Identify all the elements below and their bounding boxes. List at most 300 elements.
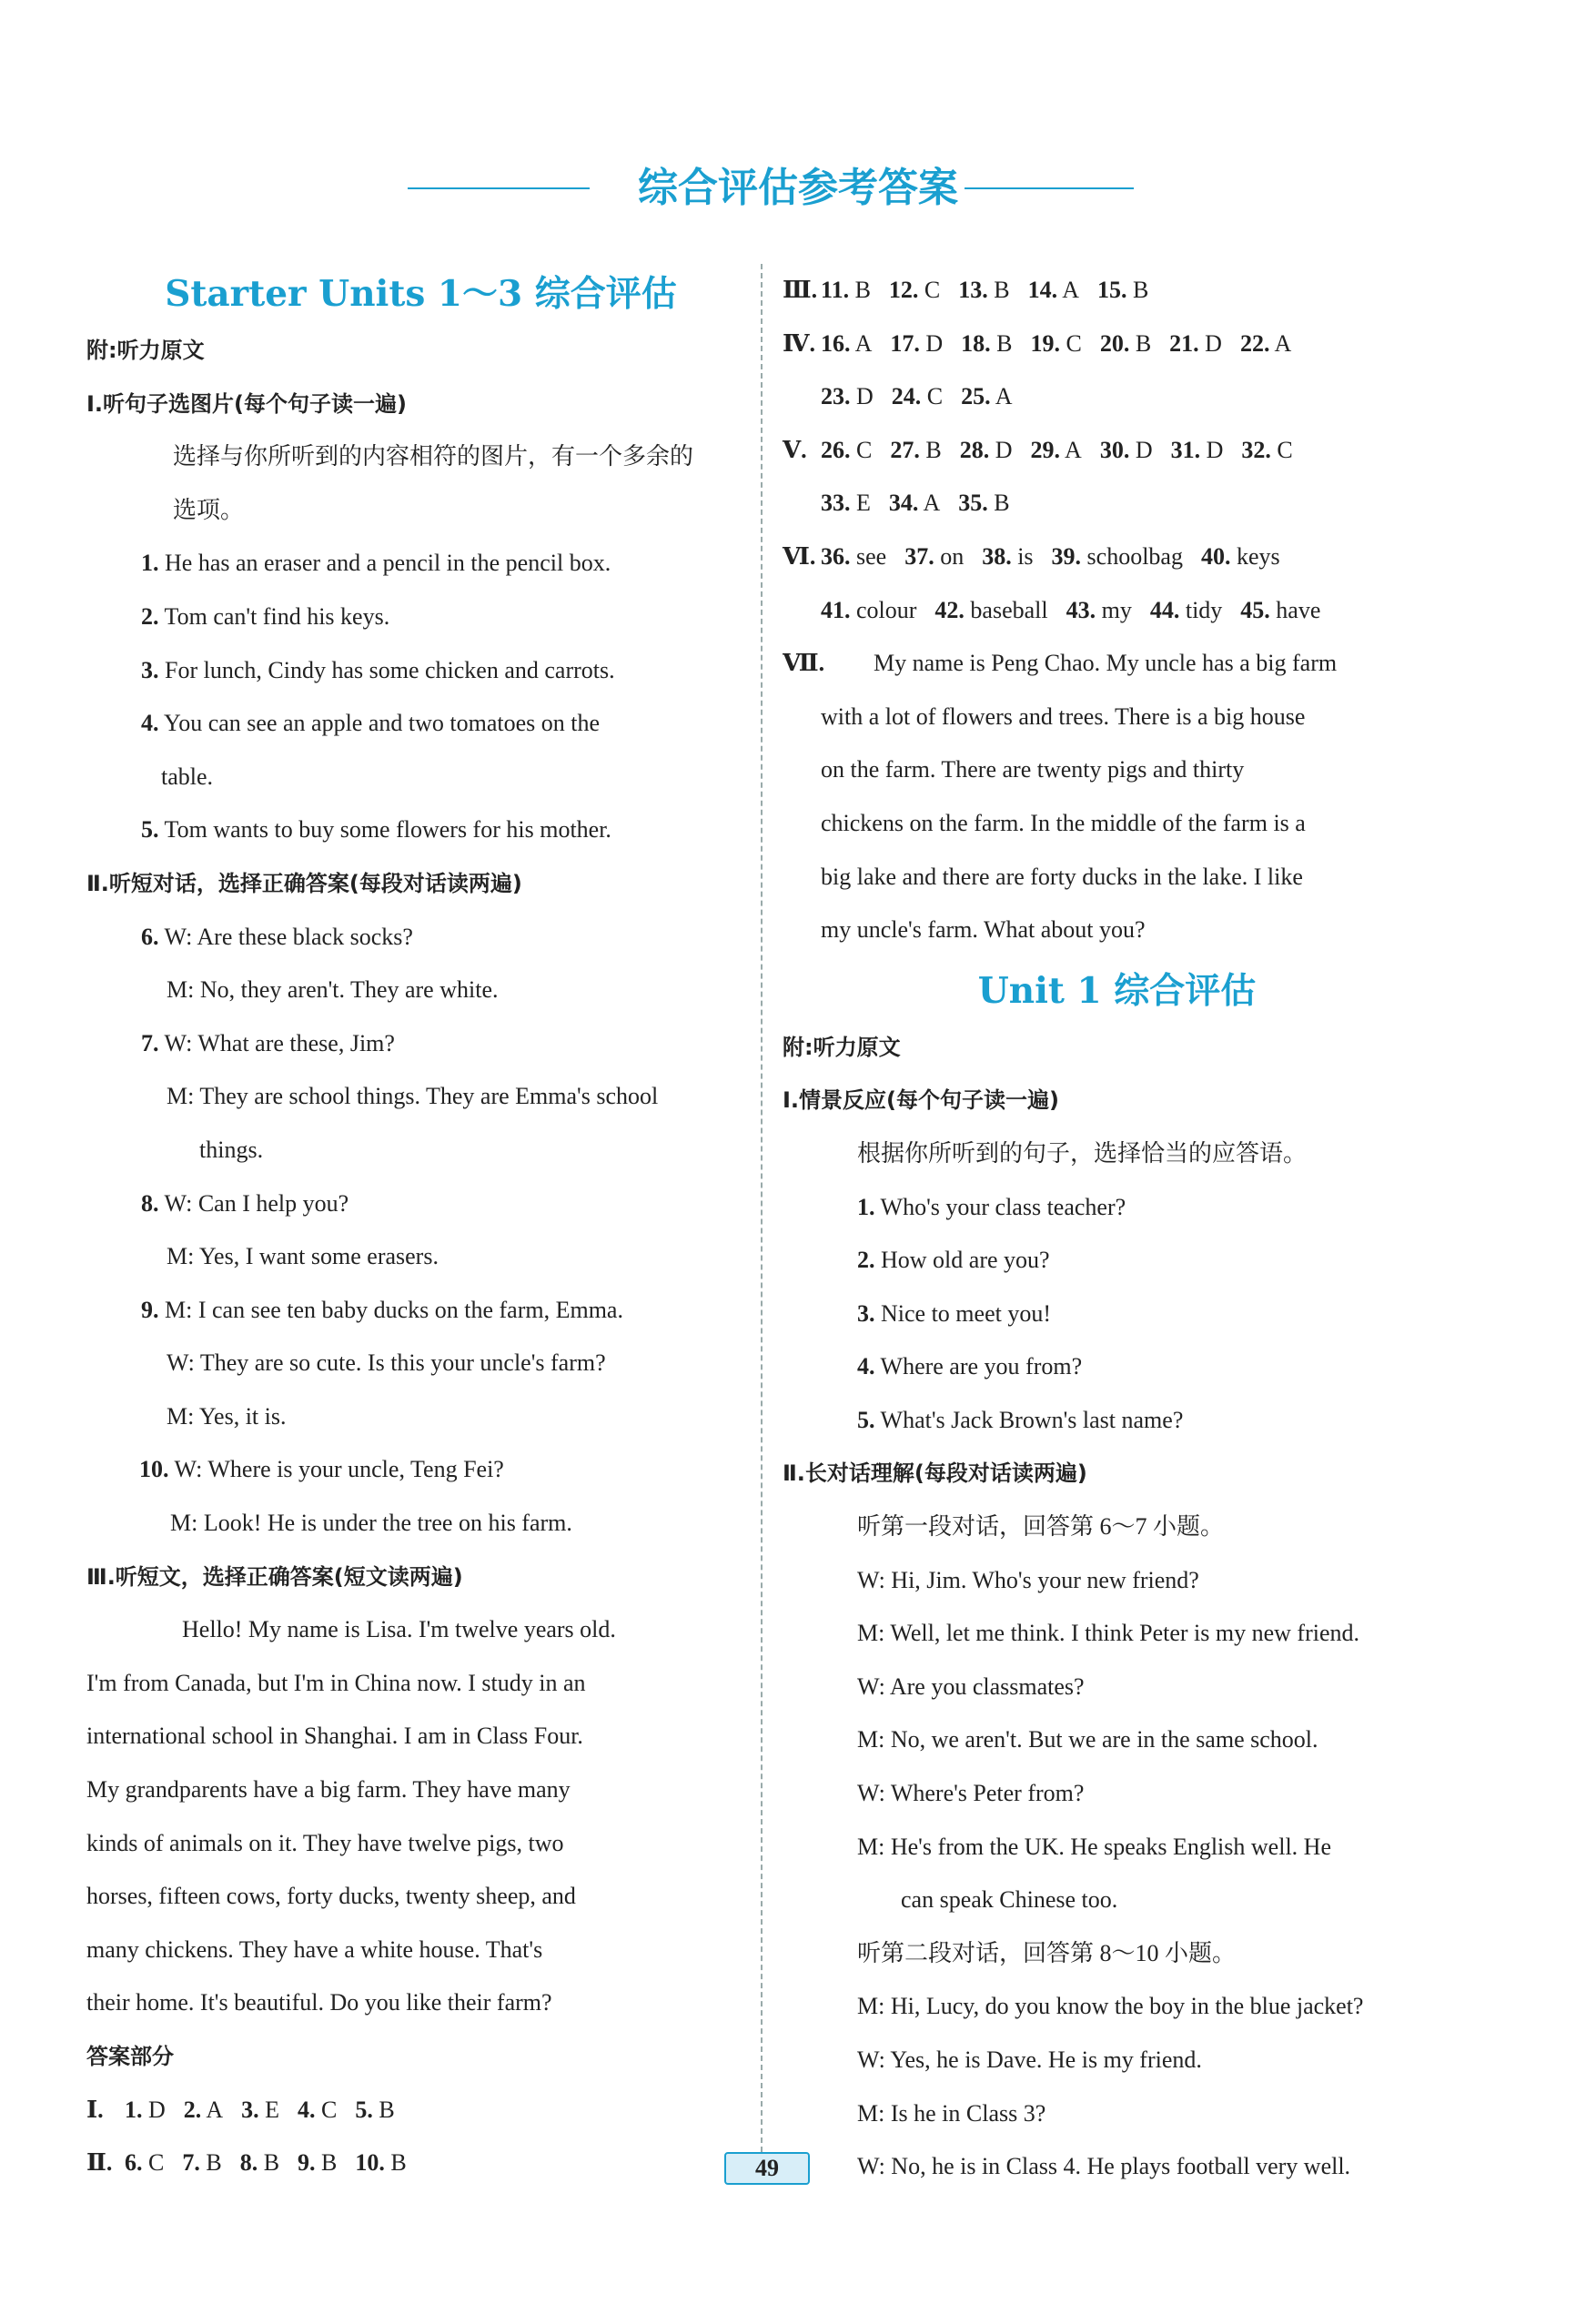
line-text: kinds of animals on it. They have twelve pigs, two	[86, 1829, 564, 1856]
line-text: 选择与你所听到的内容相符的图片，有一个多余的	[173, 443, 694, 470]
item-number: 2.	[141, 602, 159, 630]
answer-number: 34.	[888, 490, 919, 517]
answer-value: D	[856, 383, 874, 410]
answer-number: 4.	[298, 2096, 316, 2123]
answer-row	[86, 2084, 755, 2137]
section-title-starter: Starter Units 1～3 综合评估	[165, 273, 677, 315]
line-text: He has an eraser and a pencil in the pencil box.	[158, 550, 611, 577]
line-text: 答案部分	[86, 2044, 174, 2069]
answer-item	[1241, 424, 1292, 478]
answer-row-label: Ⅲ.	[783, 277, 818, 303]
left-line	[86, 484, 755, 538]
answer-value: C	[926, 383, 944, 410]
answer-value: D	[1206, 436, 1224, 463]
essay-label: Ⅶ.	[783, 650, 825, 677]
right-line	[783, 1394, 1451, 1448]
line-text: international school in Shanghai. I am in Class Four.	[86, 1723, 583, 1750]
answer-value: C	[148, 2149, 165, 2177]
item-number: 10.	[139, 1456, 169, 1483]
answer-item	[182, 2137, 221, 2190]
left-line	[86, 911, 755, 965]
line-text: 选项。	[173, 496, 245, 523]
line-text: M: Look! He is under the tree on his farm.	[170, 1510, 572, 1537]
line-text: Ⅰ.情景反应(每个句子读一遍)	[783, 1087, 1059, 1114]
answer-number: 32.	[1241, 436, 1271, 463]
answer-item	[1100, 318, 1151, 371]
answer-number: 39.	[1051, 542, 1082, 570]
answer-row	[783, 370, 1451, 424]
essay-line	[783, 691, 1451, 744]
answer-item	[1201, 531, 1280, 584]
answer-number: 17.	[890, 329, 920, 357]
answer-value: C	[1277, 436, 1293, 463]
answer-number: 31.	[1170, 436, 1201, 463]
answer-item	[1240, 584, 1320, 638]
answer-row-label: Ⅰ.	[86, 2096, 104, 2123]
answer-number: 9.	[298, 2149, 316, 2177]
left-line	[86, 697, 755, 751]
answer-item	[1030, 318, 1081, 371]
left-line	[86, 591, 755, 644]
answer-item	[821, 477, 871, 531]
right-line	[783, 1288, 1451, 1341]
line-text: can speak Chinese too.	[901, 1886, 1118, 1914]
answer-item	[355, 2137, 406, 2190]
line-text: M: Is he in Class 3?	[857, 2099, 1046, 2127]
answer-item	[240, 2137, 279, 2190]
item-number: 9.	[141, 1296, 159, 1323]
answer-row	[783, 477, 1451, 531]
answer-value: B	[379, 2096, 395, 2123]
answer-number: 7.	[182, 2149, 200, 2177]
left-column	[86, 264, 755, 2190]
right-line	[783, 1234, 1451, 1288]
answer-value: C	[856, 436, 873, 463]
answer-number: 10.	[355, 2149, 385, 2177]
answer-value: B	[206, 2149, 222, 2177]
answer-row-label: Ⅴ.	[783, 436, 807, 463]
item-number: 4.	[857, 1353, 875, 1380]
answer-value: D	[925, 329, 944, 357]
item-number: 7.	[141, 1029, 159, 1056]
left-line	[86, 1017, 755, 1071]
answer-number: 29.	[1030, 436, 1060, 463]
line-text: M: No, they aren't. They are white.	[167, 976, 499, 1004]
line-text: 附:听力原文	[86, 338, 205, 363]
title-rule-left	[408, 187, 590, 189]
answer-number: 45.	[1240, 596, 1270, 623]
line-text: 听第一段对话，回答第 6～7 小题。	[857, 1513, 1225, 1541]
answer-row	[783, 264, 1451, 318]
line-text: Ⅱ.长对话理解(每段对话读两遍)	[783, 1460, 1087, 1487]
answer-value: have	[1276, 596, 1321, 623]
line-text: horses, fifteen cows, forty ducks, twenty sheep, and	[86, 1883, 576, 1910]
title-rule-right	[965, 187, 1134, 189]
line-text: W: No, he is in Class 4. He plays football very well.	[857, 2153, 1351, 2180]
answer-value: D	[148, 2096, 166, 2123]
answer-value: on	[940, 542, 965, 570]
essay-line	[783, 743, 1451, 797]
line-text: W: Where is your uncle, Teng Fei?	[168, 1456, 504, 1483]
line-text: things.	[199, 1136, 264, 1163]
answer-number: 30.	[1099, 436, 1130, 463]
line-text: M: I can see ten baby ducks on the farm, Emma.	[158, 1296, 623, 1323]
left-line	[86, 1817, 755, 1871]
left-line	[86, 857, 755, 911]
right-line	[783, 2140, 1451, 2194]
answer-number: 26.	[821, 436, 851, 463]
line-text: I'm from Canada, but I'm in China now. I study in an	[86, 1669, 586, 1696]
answer-item	[821, 318, 872, 371]
answer-item	[298, 2084, 337, 2137]
answer-value: B	[263, 2149, 280, 2177]
answer-item	[1066, 584, 1132, 638]
answer-item	[961, 370, 1012, 424]
answer-number: 33.	[821, 490, 851, 517]
left-line	[86, 964, 755, 1017]
answer-value: A	[1065, 436, 1082, 463]
answer-value: C	[924, 277, 941, 303]
answer-number: 24.	[891, 383, 922, 410]
line-text: W: Are these black socks?	[158, 923, 413, 950]
right-answers	[783, 264, 1451, 637]
line-text: Nice to meet you!	[874, 1299, 1051, 1327]
page-title: 综合评估参考答案	[638, 165, 958, 211]
line-text: Where are you from?	[874, 1353, 1083, 1380]
line-text: Hello! My name is Lisa. I'm twelve years old.	[182, 1616, 616, 1643]
left-line	[86, 537, 755, 591]
left-line	[86, 1924, 755, 1977]
answer-number: 37.	[904, 542, 934, 570]
answer-value: A	[995, 383, 1013, 410]
line-text: M: Well, let me think. I think Peter is my new friend.	[857, 1620, 1360, 1647]
answer-number: 5.	[355, 2096, 373, 2123]
answer-value: tidy	[1185, 596, 1223, 623]
line-text: Tom wants to buy some flowers for his mother.	[158, 816, 611, 844]
answer-item	[904, 531, 964, 584]
answer-value: D	[1135, 436, 1153, 463]
right-line	[783, 2087, 1451, 2141]
line-text: W: Hi, Jim. Who's your new friend?	[857, 1566, 1199, 1593]
essay-text: My name is Peng Chao. My uncle has a big farm	[874, 650, 1338, 677]
answer-item	[1171, 424, 1224, 478]
item-number: 5.	[141, 816, 159, 844]
left-line	[86, 1443, 755, 1497]
line-text: Tom can't find his keys.	[158, 602, 390, 630]
item-number: 3.	[141, 656, 159, 683]
line-text: For lunch, Cindy has some chicken and carrots.	[158, 656, 615, 683]
right-column	[783, 264, 1451, 2194]
item-number: 1.	[857, 1193, 875, 1220]
line-text: What's Jack Brown's last name?	[874, 1406, 1184, 1433]
answer-value: A	[206, 2096, 224, 2123]
answer-item	[889, 264, 940, 318]
answer-item	[961, 318, 1012, 371]
answer-row-label: Ⅳ.	[783, 329, 816, 357]
answer-item	[821, 584, 916, 638]
line-text: W: They are so cute. Is this your uncle's farm?	[167, 1349, 606, 1377]
line-text: M: Yes, it is.	[167, 1402, 287, 1430]
essay-text: big lake and there are forty ducks in the lake. I like	[821, 863, 1303, 890]
answer-number: 16.	[821, 329, 851, 357]
answer-number: 12.	[888, 277, 919, 303]
left-line	[86, 1070, 755, 1124]
answer-value: see	[856, 542, 887, 570]
right-line	[783, 1181, 1451, 1235]
right-line	[783, 1713, 1451, 1767]
essay-line	[783, 851, 1451, 904]
answer-row	[783, 531, 1451, 584]
answer-value: B	[994, 277, 1010, 303]
answer-item	[1097, 264, 1148, 318]
answer-value: D	[1205, 329, 1222, 357]
left-line	[86, 1284, 755, 1338]
line-text: M: They are school things. They are Emma's school	[167, 1083, 659, 1110]
answer-item	[889, 477, 940, 531]
line-text: 附:听力原文	[783, 1034, 901, 1060]
right-line	[783, 1340, 1451, 1394]
essay-line	[783, 637, 1451, 691]
left-line	[86, 1390, 755, 1444]
answer-number: 1.	[125, 2096, 143, 2123]
left-line	[86, 324, 755, 378]
answer-value: A	[854, 329, 873, 357]
line-text: Who's your class teacher?	[874, 1193, 1126, 1220]
essay-text: chickens on the farm. In the middle of the farm is a	[821, 809, 1306, 836]
line-text: How old are you?	[874, 1247, 1050, 1274]
line-text: W: Can I help you?	[158, 1189, 349, 1217]
answer-value: C	[1066, 329, 1082, 357]
essay-text: on the farm. There are twenty pigs and thirty	[821, 756, 1245, 783]
section-title-unit1: Unit 1 综合评估	[977, 969, 1257, 1012]
answer-item	[1150, 584, 1222, 638]
answer-value: E	[856, 490, 871, 517]
answer-item	[821, 370, 874, 424]
left-line	[86, 1230, 755, 1284]
answer-number: 36.	[821, 542, 851, 570]
answer-value: A	[923, 490, 941, 517]
answer-item	[958, 477, 1009, 531]
right-line	[783, 1980, 1451, 2034]
right-line	[783, 1607, 1451, 1661]
left-line	[86, 378, 755, 431]
item-number: 1.	[141, 550, 159, 577]
answer-number: 13.	[958, 277, 988, 303]
line-text: M: Yes, I want some erasers.	[167, 1243, 439, 1270]
answer-row	[783, 318, 1451, 371]
left-line	[86, 1177, 755, 1231]
answer-item	[960, 424, 1013, 478]
left-line	[86, 1870, 755, 1924]
answer-value: colour	[856, 596, 917, 623]
answer-number: 20.	[1099, 329, 1130, 357]
line-text: W: Yes, he is Dave. He is my friend.	[857, 2046, 1202, 2073]
essay-text: my uncle's farm. What about you?	[821, 916, 1146, 944]
left-line	[86, 1976, 755, 2030]
right-line	[783, 2034, 1451, 2087]
answer-item	[982, 531, 1033, 584]
right-line	[783, 1127, 1451, 1181]
answer-number: 6.	[125, 2149, 143, 2177]
right-line	[783, 1447, 1451, 1501]
answer-number: 41.	[821, 596, 851, 623]
left-line	[86, 1551, 755, 1604]
essay-line	[783, 797, 1451, 851]
answer-row	[783, 424, 1451, 478]
answer-row	[783, 584, 1451, 638]
right-line	[783, 1074, 1451, 1127]
item-number: 3.	[857, 1299, 875, 1327]
essay-text: with a lot of flowers and trees. There is a big house	[821, 702, 1306, 730]
essay-line	[783, 904, 1451, 957]
answer-value: is	[1017, 542, 1034, 570]
line-text: Ⅰ.听句子选图片(每个句子读一遍)	[86, 390, 407, 417]
answer-item	[1100, 424, 1153, 478]
answer-number: 42.	[934, 596, 965, 623]
line-text: table.	[161, 763, 214, 790]
left-line	[86, 751, 755, 804]
answer-number: 23.	[821, 383, 851, 410]
answer-item	[1169, 318, 1222, 371]
line-text: You can see an apple and two tomatoes on the	[158, 710, 601, 737]
answer-value: D	[995, 436, 1013, 463]
line-text: W: Are you classmates?	[857, 1672, 1085, 1700]
answer-number: 44.	[1149, 596, 1180, 623]
answer-item	[958, 264, 1009, 318]
answer-item	[934, 584, 1047, 638]
answer-row	[86, 2137, 755, 2190]
answer-item	[1028, 264, 1079, 318]
left-line	[86, 1657, 755, 1711]
line-text: My grandparents have a big farm. They have many	[86, 1776, 571, 1804]
answer-number: 28.	[959, 436, 990, 463]
right-line	[783, 1554, 1451, 1608]
answer-item	[355, 2084, 394, 2137]
answer-item	[298, 2137, 337, 2190]
answer-number: 14.	[1027, 277, 1058, 303]
answer-number: 2.	[183, 2096, 202, 2123]
item-number: 5.	[857, 1406, 875, 1433]
answer-row-label: Ⅵ.	[783, 542, 816, 570]
answer-number: 35.	[958, 490, 988, 517]
answer-item	[890, 424, 941, 478]
answer-number: 11.	[821, 277, 850, 303]
answer-value: B	[1135, 329, 1152, 357]
answer-item	[890, 318, 943, 371]
answer-value: B	[321, 2149, 338, 2177]
left-line	[86, 1710, 755, 1763]
answer-value: B	[994, 490, 1010, 517]
line-text: W: Where's Peter from?	[857, 1780, 1085, 1807]
item-number: 2.	[857, 1247, 875, 1274]
answer-value: A	[1062, 277, 1079, 303]
left-lines	[86, 324, 755, 2084]
answer-number: 18.	[961, 329, 991, 357]
answer-number: 40.	[1200, 542, 1231, 570]
left-line	[86, 644, 755, 698]
answer-number: 15.	[1096, 277, 1127, 303]
line-text: Ⅱ.听短对话，选择正确答案(每段对话读两遍)	[86, 870, 522, 896]
answer-number: 25.	[961, 383, 991, 410]
left-line	[86, 1337, 755, 1390]
answer-item	[125, 2137, 164, 2190]
answer-value: A	[1274, 329, 1292, 357]
left-line	[86, 1603, 755, 1657]
answer-value: B	[390, 2149, 407, 2177]
line-text: M: Hi, Lucy, do you know the boy in the blue jacket?	[857, 1993, 1364, 2020]
answer-item	[1052, 531, 1183, 584]
column-divider	[761, 264, 763, 2170]
right-lines	[783, 1021, 1451, 2194]
answer-number: 27.	[890, 436, 920, 463]
answer-value: B	[925, 436, 942, 463]
answer-value: schoolbag	[1086, 542, 1183, 570]
line-text: M: No, we aren't. But we are in the same school.	[857, 1726, 1318, 1753]
answer-value: baseball	[970, 596, 1048, 623]
answer-item	[241, 2084, 279, 2137]
line-text: 根据你所听到的句子，选择恰当的应答语。	[857, 1139, 1308, 1167]
answer-number: 21.	[1169, 329, 1199, 357]
right-line	[783, 1501, 1451, 1554]
answer-item	[184, 2084, 223, 2137]
answer-item	[821, 531, 886, 584]
answer-item	[821, 264, 871, 318]
line-text: their home. It's beautiful. Do you like their farm?	[86, 1989, 552, 2016]
page-number: 49	[724, 2152, 810, 2185]
right-line	[783, 1661, 1451, 1714]
answer-number: 3.	[241, 2096, 259, 2123]
left-line	[86, 430, 755, 484]
left-line	[86, 1497, 755, 1551]
answer-item	[125, 2084, 166, 2137]
answer-value: C	[321, 2096, 338, 2123]
line-text: W: What are these, Jim?	[158, 1029, 395, 1056]
answer-item	[821, 424, 872, 478]
item-number: 6.	[141, 923, 159, 950]
answer-row-label: Ⅱ.	[86, 2149, 113, 2177]
answer-number: 43.	[1066, 596, 1096, 623]
answer-item	[1240, 318, 1291, 371]
answer-number: 8.	[239, 2149, 258, 2177]
item-number: 4.	[141, 710, 159, 737]
left-line	[86, 2030, 755, 2084]
answer-value: B	[854, 277, 871, 303]
answer-value: E	[265, 2096, 280, 2123]
right-line	[783, 1927, 1451, 1981]
line-text: 听第二段对话，回答第 8～10 小题。	[857, 1939, 1237, 1966]
right-line	[783, 1874, 1451, 1927]
line-text: Ⅲ.听短文，选择正确答案(短文读两遍)	[86, 1563, 463, 1590]
answer-value: B	[996, 329, 1013, 357]
line-text: many chickens. They have a white house. That's	[86, 1935, 543, 1963]
answer-item	[892, 370, 943, 424]
answer-number: 19.	[1030, 329, 1060, 357]
answer-number: 22.	[1239, 329, 1270, 357]
essay-answer	[783, 637, 1451, 957]
answer-value: B	[1132, 277, 1149, 303]
left-answers	[86, 2084, 755, 2190]
right-line	[783, 1821, 1451, 1875]
left-line	[86, 1763, 755, 1817]
left-line	[86, 803, 755, 857]
answer-value: my	[1101, 596, 1132, 623]
right-line	[783, 1021, 1451, 1075]
right-line	[783, 1767, 1451, 1821]
answer-item	[1030, 424, 1081, 478]
item-number: 8.	[141, 1189, 159, 1217]
answer-value: keys	[1236, 542, 1280, 570]
answer-number: 38.	[982, 542, 1012, 570]
